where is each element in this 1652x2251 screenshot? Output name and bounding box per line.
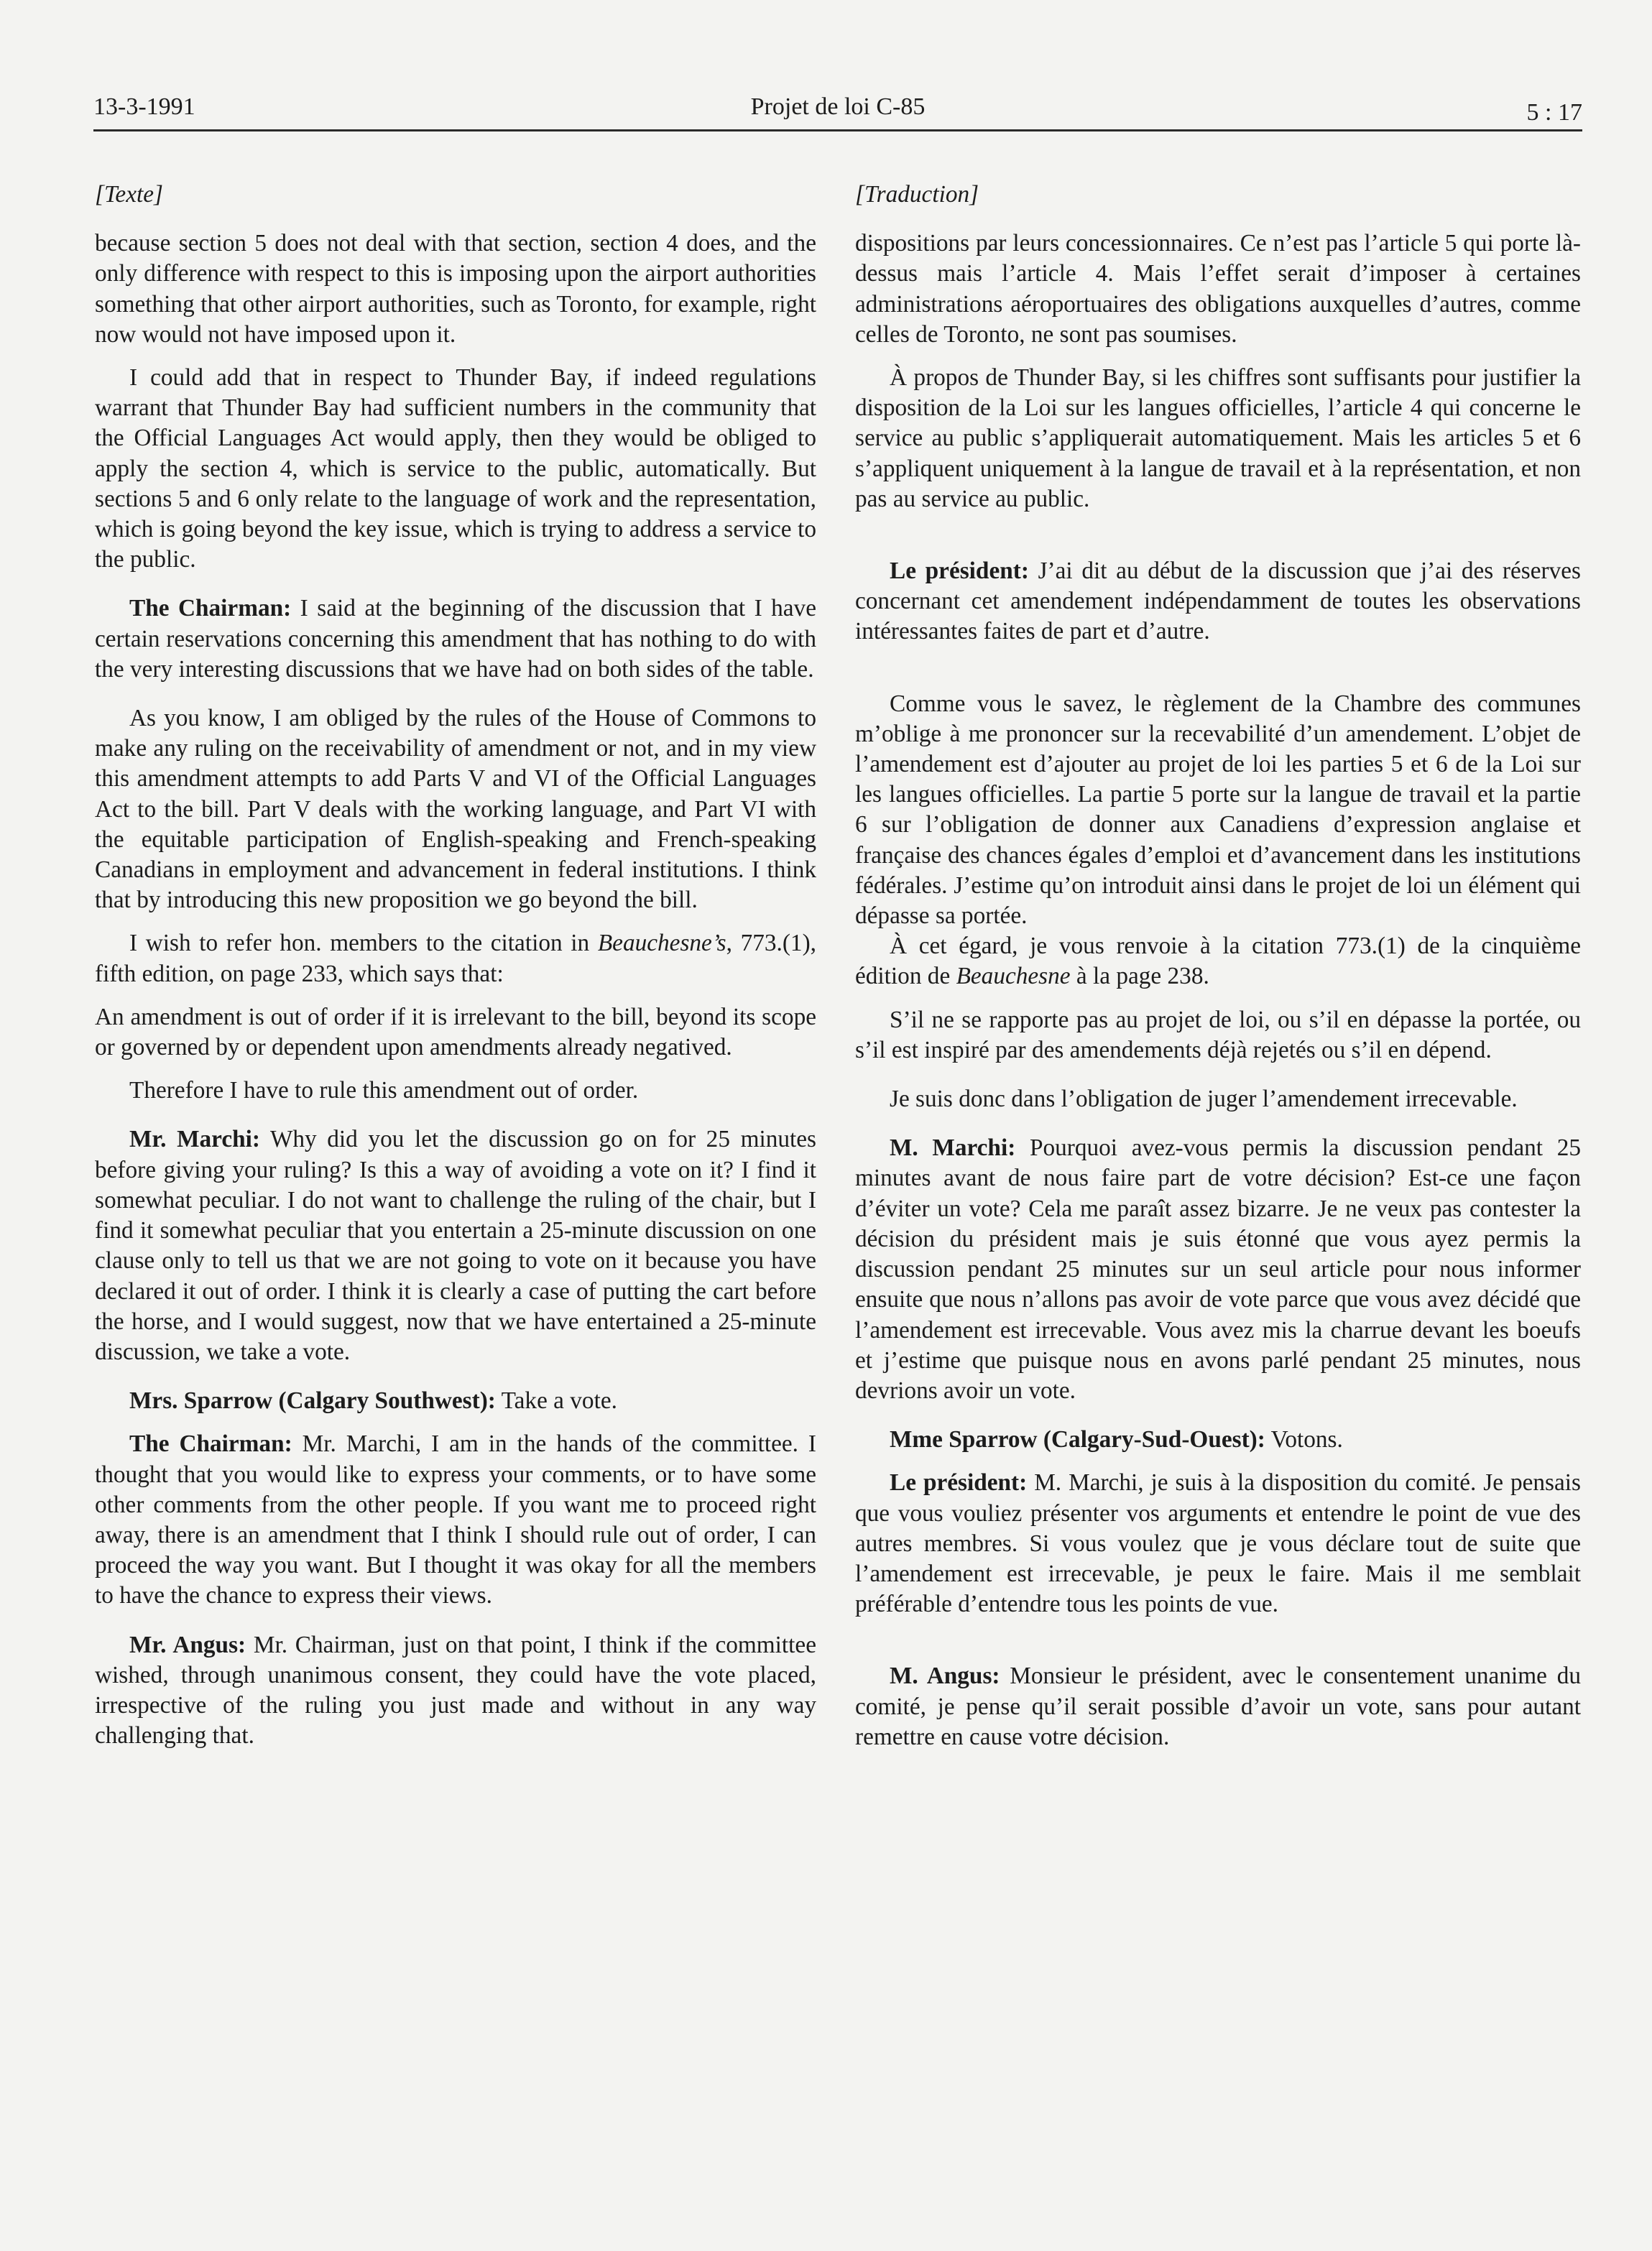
speech-text: Take a vote. bbox=[495, 1387, 617, 1415]
speaker-name: Le président: bbox=[890, 558, 1029, 585]
speaker-paragraph bbox=[95, 1429, 816, 1611]
book-title: Beauchesne’s bbox=[597, 930, 726, 957]
text-run: , 773.(1), fifth edition, on page 233, which says that: bbox=[95, 930, 816, 987]
speaker-paragraph bbox=[855, 556, 1581, 647]
speaker-paragraph bbox=[855, 1133, 1581, 1406]
header-rule bbox=[93, 129, 1582, 131]
speaker-name: Le président: bbox=[890, 1469, 1028, 1497]
column-tag: [Traduction] bbox=[855, 181, 979, 208]
speaker-name: The Chairman: bbox=[129, 595, 292, 622]
paragraph bbox=[95, 928, 816, 989]
block-quote: An amendment is out of order if it is irrelevant to the bill, beyond its scope or governed by or dependent upon amendments already negatived. bbox=[95, 1003, 816, 1061]
speaker-paragraph bbox=[855, 1661, 1581, 1752]
paragraph: dispositions par leurs concessionnaires. Ce n’est pas l’article 5 qui porte là-dessus mais l’article 4. Mais l’effet serait d’imposer à certaines administrations aéroportuaires des obligations auxquelles d’autres, comme celles de Toronto, ne sont pas soumises. bbox=[855, 230, 1581, 348]
paragraph bbox=[855, 931, 1581, 992]
speaker-name: Mr. Angus: bbox=[129, 1631, 246, 1658]
speech-text: J’ai dit au début de la discussion que j’ai des réserves concernant cet amendement indépendamment de toutes les observations intéressantes faites de part et d’autre. bbox=[855, 558, 1581, 645]
header-page-number: 5 : 17 bbox=[1526, 99, 1582, 126]
speech-text: Pourquoi avez-vous permis la discussion pendant 25 minutes avant de nous faire part de votre décision? Est-ce une façon d’éviter un vote? Cela me paraît assez bizarre. Je ne veux pas contester la décision du président mais je suis étonné que vous ayez permis la discussion pendant 25 minutes sur un seul article pour nous informer ensuite que nous n’allons pas avoir de vote parce que vous avez décidé que l’amendement est irrecevable. Vous avez mis la charrue devant les boeufs et j’estime que puisque nous en avons parlé pendant 25 minutes, nous devrions avoir un vote. bbox=[855, 1134, 1581, 1404]
speaker-name: Mme Sparrow (Calgary-Sud-Ouest): bbox=[890, 1426, 1265, 1453]
text-run: à la page 238. bbox=[1070, 963, 1209, 990]
speech-text: I said at the beginning of the discussion that I have certain reservations concerning this amendment that has nothing to do with the very interesting discussions that we have had on both sides of the table. bbox=[95, 595, 816, 683]
paragraph: As you know, I am obliged by the rules of the House of Commons to make any ruling on the receivability of amendment or not, and in my view this amendment attempts to add Parts V and VI of the Official Languages Act to the bill. Part V deals with the working language, and Part VI with the equitable participation of English-speaking and French-speaking Canadians in employment and advancement in federal institutions. I think that by introducing this new proposition we go beyond the bill. bbox=[95, 705, 816, 914]
speaker-name: Mr. Marchi: bbox=[129, 1126, 260, 1153]
speaker-paragraph bbox=[95, 1386, 816, 1416]
speech-text: Mr. Chairman, just on that point, I think if the committee wished, through unanimous consent, they could have the vote placed, irrespective of the ruling you just made and without in any way challenging that. bbox=[95, 1631, 816, 1750]
paragraph: Je suis donc dans l’obligation de juger l’amendement irrecevable. bbox=[890, 1086, 1518, 1113]
book-title: Beauchesne bbox=[956, 963, 1071, 990]
paragraph: Comme vous le savez, le règlement de la Chambre des communes m’oblige à me prononcer sur la recevabilité d’un amendement. L’objet de l’amendement est d’ajouter au projet de loi les parties 5 et 6 de la Loi sur les langues officielles. La partie 5 porte sur la langue de travail et la partie 6 sur l’obligation de donner aux Canadiens d’expression anglaise et française des chances égales d’emploi et d’avancement dans les institutions fédérales. J’estime qu’on introduit ainsi dans le projet de loi un élément qui dépasse sa portée. bbox=[855, 690, 1581, 930]
paragraph: Therefore I have to rule this amendment out of order. bbox=[129, 1077, 639, 1104]
column-tag: [Texte] bbox=[95, 181, 163, 208]
text-run: À cet égard, je vous renvoie à la citation 773.(1) de la cinquième édition de bbox=[855, 933, 1581, 990]
speaker-paragraph bbox=[855, 1425, 1581, 1455]
speaker-paragraph bbox=[95, 1630, 816, 1752]
text-run: I wish to refer hon. members to the citation in bbox=[129, 930, 598, 957]
header-date: 13-3-1991 bbox=[93, 93, 195, 120]
french-column bbox=[855, 180, 1581, 1752]
paragraph: À propos de Thunder Bay, si les chiffres sont suffisants pour justifier la disposition de la Loi sur les langues officielles, l’article 4 qui concerne le service au public s’appliquerait automatiquement. Mais les articles 5 et 6 s’appliquent uniquement à la langue de travail et à la représentation, et non pas au service au public. bbox=[855, 364, 1581, 512]
speaker-name: Mrs. Sparrow (Calgary Southwest): bbox=[129, 1387, 496, 1415]
speech-text: Why did you let the discussion go on for 25 minutes before giving your ruling? Is this a way of avoiding a vote on it? I find it somewhat peculiar. I do not want to challenge the ruling of the chair, but I find it somewhat peculiar that you entertain a 25-minute discussion on one clause only to tell us that we are not going to vote on it because you have declared it out of order. I think it is clearly a case of putting the cart before the horse, and I would suggest, now that we have entertained a 25-minute discussion, we take a vote. bbox=[95, 1126, 817, 1365]
paragraph: I could add that in respect to Thunder Bay, if indeed regulations warrant that Thunder Bay had sufficient numbers in the community that the Official Languages Act would apply, then they would be obliged to apply the section 4, which is service to the public, automatically. But sections 5 and 6 only relate to the language of work and the representation, which is going beyond the key issue, which is trying to address a service to the public. bbox=[95, 364, 816, 573]
paragraph: S’il ne se rapporte pas au projet de loi, ou s’il en dépasse la portée, ou s’il est inspiré par des amendements déjà rejetés ou s’il en dépend. bbox=[855, 1006, 1581, 1063]
speaker-name: M. Angus: bbox=[890, 1663, 1000, 1690]
speech-text: Votons. bbox=[1265, 1426, 1343, 1453]
speaker-paragraph bbox=[95, 1124, 816, 1367]
speech-text: Mr. Marchi, I am in the hands of the committee. I thought that you would like to express your comments, or to have some other comments from the other people. If you want me to proceed right away, there is an amendment that I think I should rule out of order, I can proceed the way you want. But I thought it was okay for all the members to have the chance to express their views. bbox=[95, 1430, 816, 1609]
speech-text: Monsieur le président, avec le consentement unanime du comité, je pense qu’il serait possible d’avoir un vote, sans pour autant remettre en cause votre décision. bbox=[855, 1663, 1581, 1750]
english-column bbox=[95, 180, 816, 1751]
paragraph: because section 5 does not deal with that section, section 4 does, and the only difference with respect to this is imposing upon the airport authorities something that other airport authorities, such as Toronto, for example, right now would not have imposed upon it. bbox=[95, 230, 816, 348]
speaker-name: The Chairman: bbox=[129, 1430, 292, 1458]
speech-text: M. Marchi, je suis à la disposition du comité. Je pensais que vous vouliez présenter vos arguments et entendre le point de vue des autres membres. Si vous voulez que je vous déclare tout de suite que l’amendement est irrecevable, je peux le faire. Mais il me semblait préférable d’entendre tous les points de vue. bbox=[855, 1469, 1581, 1618]
speaker-paragraph bbox=[855, 1468, 1581, 1619]
speaker-paragraph bbox=[95, 593, 816, 685]
speaker-name: M. Marchi: bbox=[890, 1134, 1016, 1162]
header-title: Projet de loi C-85 bbox=[750, 93, 926, 120]
